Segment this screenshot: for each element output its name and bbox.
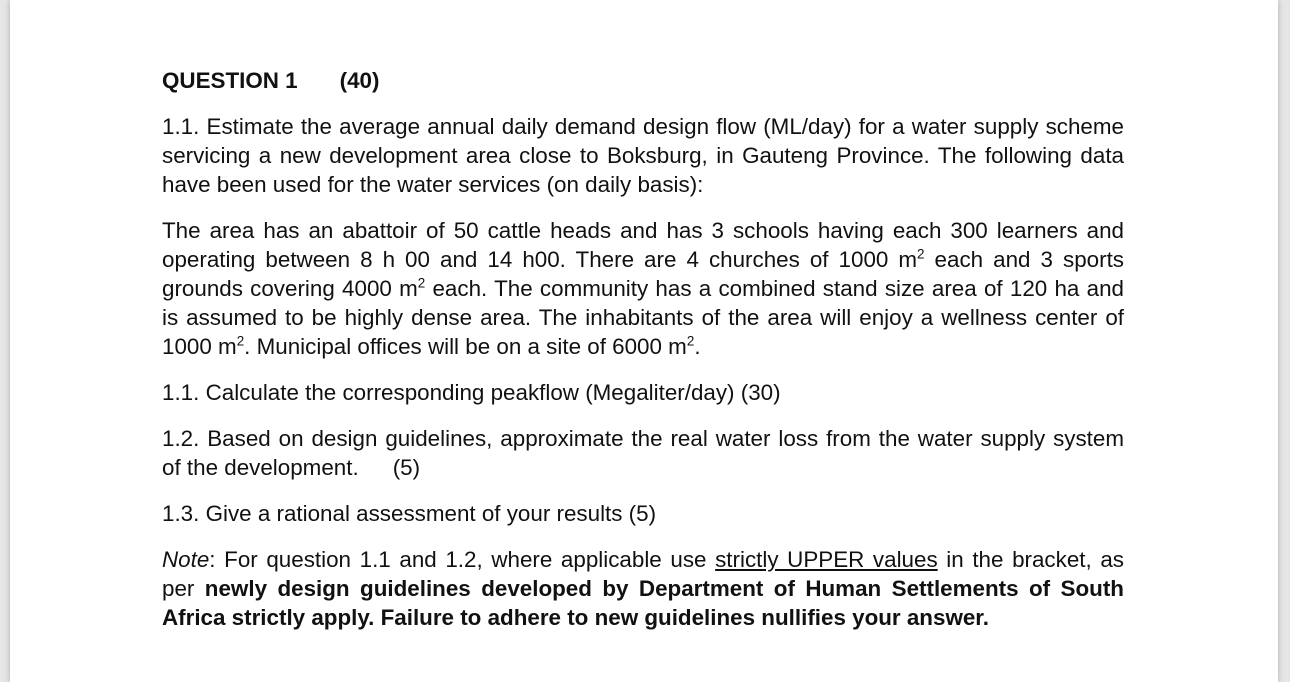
- description-paragraph: [162, 216, 1124, 361]
- description-part-2: each and 3 sports grounds covering 4000 m: [162, 247, 1124, 301]
- item-1-2-marks: (5): [392, 455, 421, 480]
- note-label: Note: [162, 547, 210, 572]
- question-heading: [162, 66, 1124, 95]
- note-underlined: strictly UPPER values: [715, 547, 938, 572]
- exponent-4: 2: [686, 333, 695, 349]
- item-1-2-text: 1.2. Based on design guidelines, approximate the real water loss from the water supply system of the development.: [162, 426, 1124, 480]
- exponent-3: 2: [236, 333, 245, 349]
- question-title: QUESTION 1: [162, 68, 298, 93]
- note-paragraph: [162, 545, 1124, 632]
- description-part-1: The area has an abattoir of 50 cattle heads and has 3 schools having each 300 learners and operating between 8 h 00 and 14 h00. There are 4 churches of 1000 m: [162, 218, 1124, 272]
- note-text-2: in the bracket, as per: [162, 547, 1124, 601]
- item-1-3: 1.3. Give a rational assessment of your results (5): [162, 501, 657, 526]
- note-bold: newly design guidelines developed by Department of Human Settlements of South Africa strictly apply. Failure to adhere to new guidelines nullifies your answer.: [162, 576, 1124, 630]
- description-part-4: . Municipal offices will be on a site of 6000 m: [244, 334, 687, 359]
- exponent-2: 2: [417, 275, 426, 291]
- exponent-1: 2: [917, 246, 925, 262]
- question-marks: (40): [339, 68, 380, 93]
- item-1-1: 1.1. Calculate the corresponding peakflow (Megaliter/day) (30): [162, 380, 781, 405]
- description-part-3: each. The community has a combined stand size area of 120 ha and is assumed to be highly dense area. The inhabitants of the area will enjoy a wellness center of 1000 m: [162, 276, 1124, 359]
- question-content: [162, 66, 1124, 649]
- document-page: [10, 0, 1278, 682]
- note-text-1: : For question 1.1 and 1.2, where applicable use: [209, 547, 716, 572]
- intro-paragraph: 1.1. Estimate the average annual daily demand design flow (ML/day) for a water supply scheme servicing a new development area close to Boksburg, in Gauteng Province. The following data have been used for the water services (on daily basis):: [162, 114, 1124, 197]
- description-part-5: .: [694, 334, 701, 359]
- item-1-2: [162, 424, 1124, 482]
